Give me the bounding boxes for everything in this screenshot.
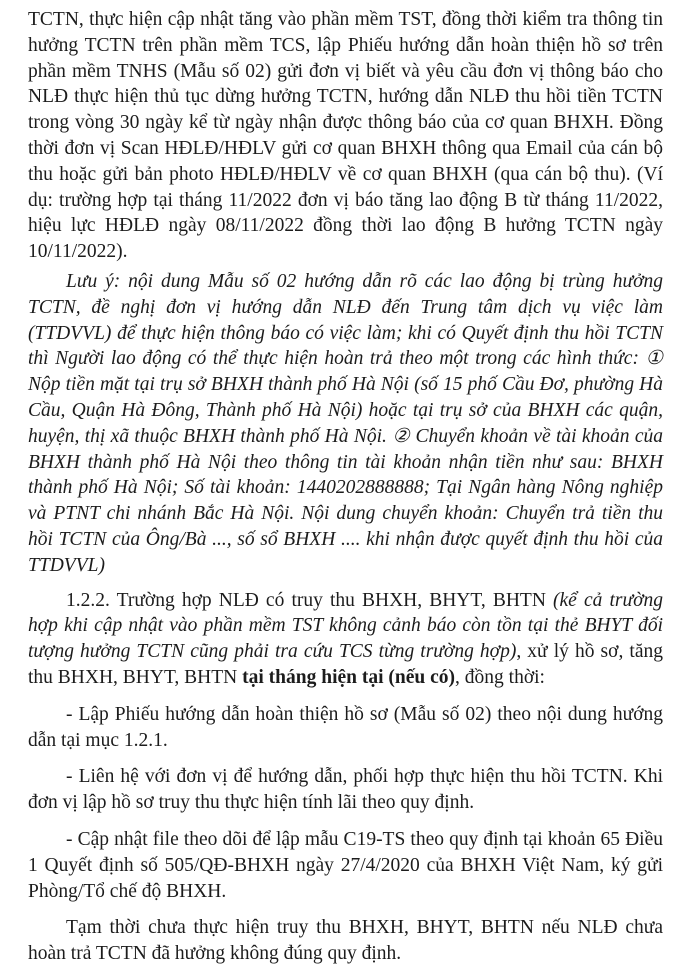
section-bold-emphasis: tại tháng hiện tại (nếu có): [242, 666, 456, 688]
paragraph-note: Lưu ý: nội dung Mẫu số 02 hướng dẫn rõ các lao động bị trùng hưởng TCTN, đề nghị đơn vị hướng dẫn NLĐ đến Trung tâm dịch vụ việc làm (TTDVVL) để thực hiện thông báo có việc làm; khi có Quyết định thu hồi TCTN thì Người lao động có thể thực hiện hoàn trả theo một trong các hình thức: ① Nộp tiền mặt tại trụ sở BHXH thành phố Hà Nội (số 15 phố Cầu Đơ, phường Hà Cầu, Quận Hà Đông, Thành phố Hà Nội) hoặc tại trụ sở của BHXH các quận, huyện, thị xã thuộc BHXH thành phố Hà Nội. ② Chuyển khoản về tài khoản của BHXH thành phố Hà Nội theo thông tin tài khoản nhận tiền như sau: BHXH thành phố Hà Nội; Số tài khoản: 1440202888888; Tại Ngân hàng Nông nghiệp và PTNT chi nhánh Bắc Hà Nội. Nội dung chuyển khoản: Chuyển trả tiền thu hồi TCTN của Ông/Bà ..., số sổ BHXH .... khi nhận được quyết định thu hồi của TTDVVL): [28, 270, 663, 576]
section-number-and-lead-text: 1.2.2. Trường hợp NLĐ có truy thu BHXH, BHYT, BHTN: [66, 589, 554, 611]
paragraph-bullet-cap-nhat-file: - Cập nhật file theo dõi để lập mẫu C19-TS theo quy định tại khoản 65 Điều 1 Quyết định số 505/QĐ-BHXH ngày 27/4/2020 của BHXH Việt Nam, ký gửi Phòng/Tổ chế độ BHXH.: [28, 828, 663, 902]
section-mid-text: , xử lý hồ sơ, tăng thu BHXH, BHYT, BHTN: [28, 641, 663, 688]
paragraph-bullet-lien-he: - Liên hệ với đơn vị để hướng dẫn, phối hợp thực hiện thu hồi TCTN. Khi đơn vị lập hồ sơ truy thu thực hiện tính lãi theo quy định.: [28, 766, 663, 814]
section-tail-text: , đồng thời:: [455, 666, 545, 688]
paragraph-bullet-lap-phieu: - Lập Phiếu hướng dẫn hoàn thiện hồ sơ (Mẫu số 02) theo nội dung hướng dẫn tại mục 1.2.1.: [28, 703, 663, 751]
section-italic-note: (kể cả trường hợp khi cập nhật vào phần mềm TST không cảnh báo còn tồn tại thẻ BHYT đối tượng hưởng TCTN cũng phải tra cứu TCS từng trường hợp): [28, 589, 663, 663]
paragraph-continuation: TCTN, thực hiện cập nhật tăng vào phần mềm TST, đồng thời kiểm tra thông tin hưởng TCTN trên phần mềm TCS, lập Phiếu hướng dẫn hoàn thiện hồ sơ trên phần mềm TNHS (Mẫu số 02) gửi đơn vị biết và yêu cầu đơn vị thông báo cho NLĐ thực hiện thủ tục dừng hưởng TCTN, hướng dẫn NLĐ thu hồi tiền TCTN trong vòng 30 ngày kể từ ngày nhận được thông báo của cơ quan BHXH. Đồng thời đơn vị Scan HĐLĐ/HĐLV gửi cơ quan BHXH thông qua Email của cán bộ thu hoặc gửi bản photo HĐLĐ/HĐLV về cơ quan BHXH (qua cán bộ thu). (Ví dụ: trường hợp tại tháng 11/2022 đơn vị báo tăng lao động B từ tháng 11/2022, hiệu lực HĐLĐ ngày 08/11/2022 đồng thời lao động B hưởng TCTN ngày 10/11/2022).: [28, 9, 663, 263]
paragraph-section-1-2-2: [28, 588, 663, 691]
paragraph-closing: Tạm thời chưa thực hiện truy thu BHXH, BHYT, BHTN nếu NLĐ chưa hoàn trả TCTN đã hưởng không đúng quy định.: [28, 917, 663, 965]
